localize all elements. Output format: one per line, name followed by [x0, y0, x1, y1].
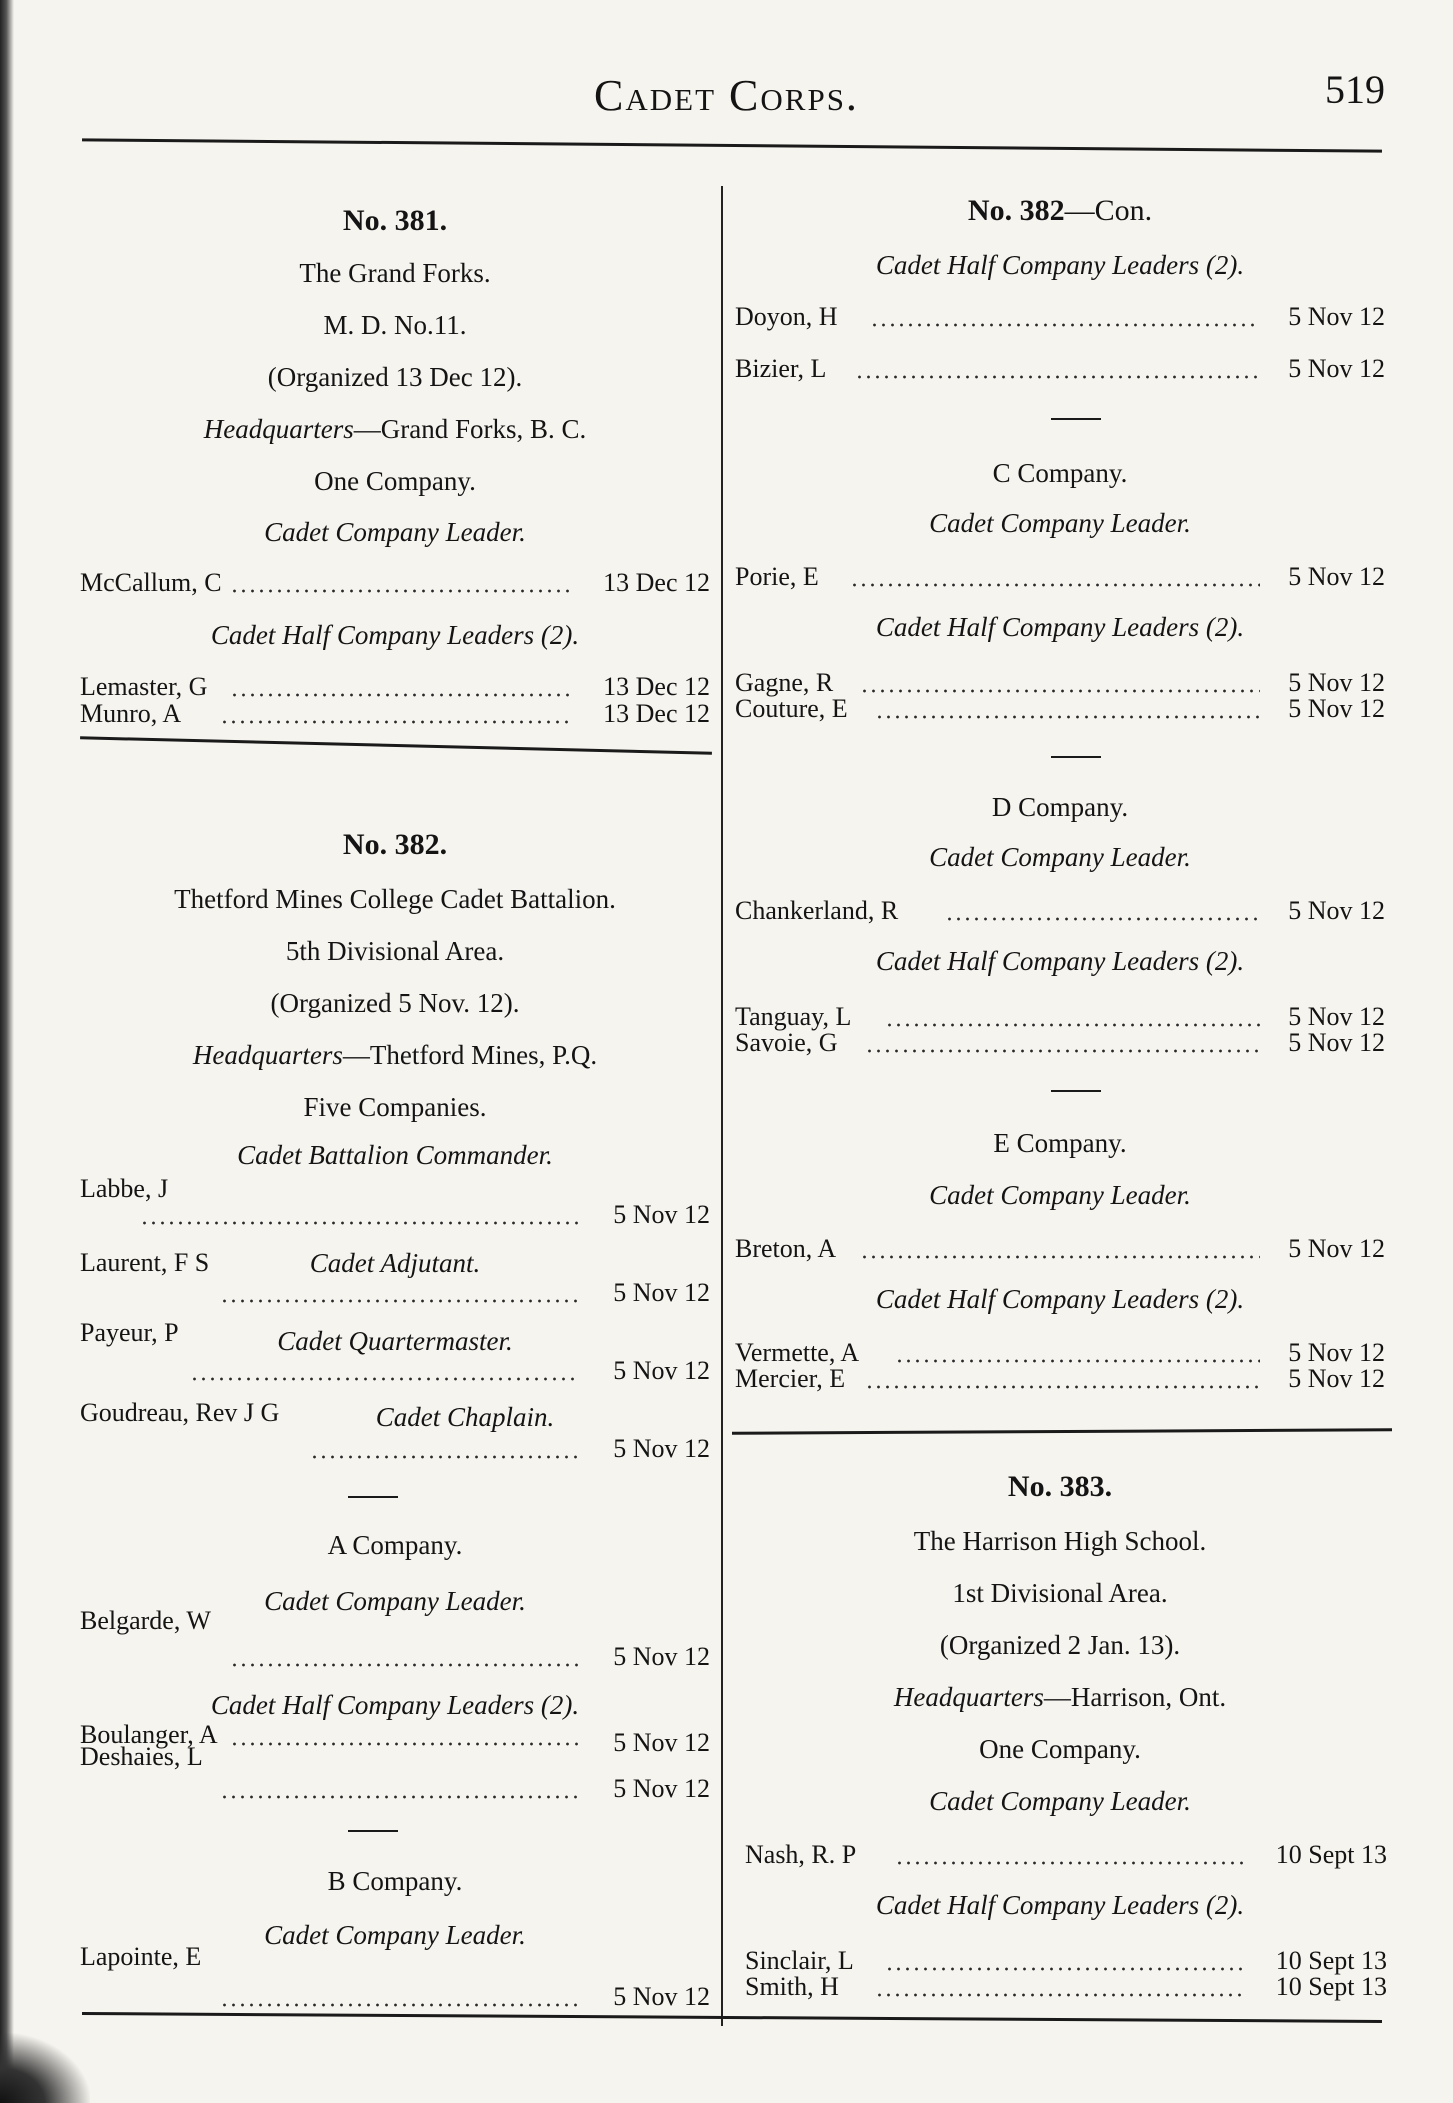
- roster-entry: [735, 1232, 1385, 1264]
- cadet-name: Couture, E: [735, 694, 848, 723]
- unit-district-381: M. D. No.11.: [323, 310, 467, 340]
- unit-strength-381: One Company.: [314, 466, 476, 496]
- unit-headquarters-382: [80, 1040, 710, 1071]
- appointment-date: 5 Nov 12: [613, 1642, 710, 1671]
- role-heading: Cadet Half Company Leaders (2).: [875, 1890, 1245, 1920]
- headquarters-label: Headquarters: [192, 1040, 343, 1070]
- cadet-name: Doyon, H: [735, 302, 838, 331]
- role-heading: Cadet Half Company Leaders (2).: [210, 1690, 580, 1720]
- leader-dots: [855, 375, 1260, 379]
- headquarters-value: —Harrison, Ont.: [1043, 1682, 1227, 1712]
- appointment-date: 5 Nov 12: [1288, 668, 1385, 697]
- appointment-date: 5 Nov 12: [1288, 1028, 1385, 1057]
- leader-dots: [220, 1795, 580, 1799]
- unit-organized-381: (Organized 13 Dec 12).: [267, 362, 523, 392]
- leader-dots: [230, 1663, 580, 1667]
- cadet-name: Lapointe, E: [80, 1942, 202, 1971]
- cadet-name: Breton, A: [735, 1234, 837, 1263]
- unit-name-383: The Harrison High School.: [913, 1526, 1207, 1556]
- appointment-date: 5 Nov 12: [1288, 354, 1385, 383]
- unit-title-text: No. 382: [967, 194, 1065, 227]
- unit-headquarters-381: [80, 414, 710, 445]
- headquarters-label: Headquarters: [203, 414, 354, 444]
- cadet-name: Payeur, P: [80, 1318, 179, 1347]
- roster-entry-date: [80, 1198, 710, 1230]
- cadet-name: Savoie, G: [735, 1028, 838, 1057]
- appointment-date: 13 Dec 12: [603, 672, 710, 701]
- leader-dots: [220, 720, 570, 724]
- cadet-name: Nash, R. P: [745, 1840, 857, 1869]
- leader-dots: [230, 1742, 580, 1746]
- unit-strength-383: One Company.: [979, 1734, 1141, 1764]
- cadet-name: Labbe, J: [80, 1174, 169, 1203]
- section-rule: [80, 736, 712, 754]
- roster-entry: [735, 1838, 1385, 1870]
- separator-dash: [348, 1830, 398, 1832]
- appointment-date: 5 Nov 12: [1288, 562, 1385, 591]
- role-heading: Cadet Company Leader.: [264, 517, 526, 547]
- leader-dots: [875, 1993, 1245, 1997]
- role-heading: Cadet Battalion Commander.: [237, 1140, 553, 1170]
- appointment-date: 5 Nov 12: [613, 1774, 710, 1803]
- appointment-date: 5 Nov 12: [613, 1278, 710, 1307]
- unit-headquarters-383: [735, 1682, 1385, 1713]
- appointment-date: 10 Sept 13: [1275, 1946, 1387, 1975]
- leader-dots: [865, 1049, 1260, 1053]
- unit-title-382: No. 382.: [342, 828, 448, 861]
- role-heading: Cadet Half Company Leaders (2).: [875, 612, 1245, 642]
- company-title-a: A Company.: [327, 1530, 463, 1560]
- cadet-name: Bizier, L: [735, 354, 827, 383]
- roster-entry: [735, 560, 1385, 592]
- roster-entry-date: [80, 1276, 710, 1308]
- leader-dots: [860, 1255, 1260, 1259]
- unit-name-382: Thetford Mines College Cadet Battalion.: [174, 884, 616, 914]
- company-title-c: C Company.: [992, 458, 1128, 488]
- unit-organized-383: (Organized 2 Jan. 13).: [939, 1630, 1181, 1660]
- cadet-name: Laurent, F S: [80, 1248, 210, 1277]
- roster-entry: [80, 1942, 710, 1982]
- cadet-name: Deshaies, L: [80, 1742, 203, 1771]
- appointment-date: 13 Dec 12: [603, 568, 710, 597]
- role-heading: Cadet Company Leader.: [929, 508, 1191, 538]
- separator-dash: [1051, 418, 1101, 420]
- appointment-date: 13 Dec 12: [603, 699, 710, 728]
- footer-rule: [82, 2012, 1382, 2023]
- corner-shadow: [0, 2033, 90, 2103]
- leader-dots: [230, 589, 570, 593]
- separator-dash: [1051, 1090, 1101, 1092]
- cadet-name: Belgarde, W: [80, 1606, 211, 1635]
- leader-dots: [850, 583, 1260, 587]
- appointment-date: 5 Nov 12: [613, 1728, 710, 1757]
- unit-district-383: 1st Divisional Area.: [952, 1578, 1168, 1608]
- company-title-d: D Company.: [991, 792, 1129, 822]
- role-heading: Cadet Quartermaster.: [277, 1326, 513, 1356]
- appointment-date: 5 Nov 12: [1288, 1002, 1385, 1031]
- role-heading: Cadet Half Company Leaders (2).: [875, 250, 1245, 280]
- leader-dots: [220, 1299, 580, 1303]
- roster-entry-date: [80, 1354, 710, 1386]
- roster-entry: [735, 894, 1385, 926]
- roster-entry-date: [80, 1432, 710, 1464]
- leader-dots: [220, 2003, 580, 2007]
- appointment-date: 5 Nov 12: [1288, 694, 1385, 723]
- page-title: Cadet Corps.: [594, 71, 859, 120]
- unit-organized-382: (Organized 5 Nov. 12).: [270, 988, 520, 1018]
- cadet-name: Mercier, E: [735, 1364, 846, 1393]
- company-title-b: B Company.: [327, 1866, 463, 1896]
- cadet-name: Munro, A: [80, 699, 182, 728]
- cadet-name: Chankerland, R: [735, 896, 899, 925]
- binding-edge: [0, 0, 14, 2103]
- headquarters-value: —Thetford Mines, P.Q.: [342, 1040, 598, 1070]
- role-heading: Cadet Half Company Leaders (2).: [210, 620, 580, 650]
- role-heading: Cadet Company Leader.: [264, 1920, 526, 1950]
- appointment-date: 5 Nov 12: [613, 1356, 710, 1385]
- role-heading: Cadet Half Company Leaders (2).: [875, 946, 1245, 976]
- section-rule: [732, 1428, 1392, 1434]
- roster-entry: [735, 1026, 1385, 1058]
- unit-title-381: No. 381.: [342, 204, 448, 237]
- roster-entry-date: [80, 1640, 710, 1672]
- cadet-name: Porie, E: [735, 562, 819, 591]
- company-title-e: E Company.: [993, 1128, 1127, 1158]
- appointment-date: 10 Sept 13: [1275, 1840, 1387, 1869]
- appointment-date: 5 Nov 12: [613, 1982, 710, 2011]
- headquarters-value: —Grand Forks, B. C.: [353, 414, 587, 444]
- continued-suffix: —Con.: [1064, 194, 1153, 227]
- cadet-name: Gagne, R: [735, 668, 834, 697]
- column-divider: [721, 186, 723, 2026]
- page-number: 519: [1325, 67, 1385, 112]
- headquarters-label: Headquarters: [893, 1682, 1044, 1712]
- leader-dots: [945, 917, 1260, 921]
- roster-entry: [735, 300, 1385, 332]
- cadet-name: Boulanger, A: [80, 1720, 218, 1749]
- appointment-date: 5 Nov 12: [1288, 302, 1385, 331]
- leader-dots: [190, 1377, 580, 1381]
- appointment-date: 5 Nov 12: [1288, 1234, 1385, 1263]
- separator-dash: [348, 1496, 398, 1498]
- header-rule: [82, 138, 1382, 152]
- cadet-name: McCallum, C: [80, 568, 222, 597]
- appointment-date: 5 Nov 12: [613, 1200, 710, 1229]
- appointment-date: 5 Nov 12: [613, 1434, 710, 1463]
- role-heading: Cadet Company Leader.: [264, 1586, 526, 1616]
- roster-entry: [80, 697, 710, 729]
- cadet-name: Goudreau, Rev J G: [80, 1398, 280, 1427]
- role-heading: Cadet Half Company Leaders (2).: [875, 1284, 1245, 1314]
- unit-district-382: 5th Divisional Area.: [285, 936, 505, 966]
- roster-entry: [735, 352, 1385, 384]
- roster-entry: [80, 566, 710, 598]
- role-heading: Cadet Company Leader.: [929, 1786, 1191, 1816]
- roster-entry: [735, 1362, 1385, 1394]
- appointment-date: 10 Sept 13: [1275, 1972, 1387, 2001]
- roster-entry-date: [80, 1980, 710, 2012]
- role-heading: Cadet Company Leader.: [929, 1180, 1191, 1210]
- leader-dots: [310, 1455, 580, 1459]
- unit-title-383: No. 383.: [1007, 1470, 1113, 1503]
- separator-dash: [1051, 756, 1101, 758]
- cadet-name: Smith, H: [745, 1972, 839, 2001]
- roster-entry: [735, 1970, 1385, 2002]
- leader-dots: [875, 715, 1260, 719]
- roster-entry: [735, 692, 1385, 724]
- roster-entry-date: [80, 1772, 710, 1804]
- leader-dots: [895, 1861, 1245, 1865]
- leader-dots: [865, 1385, 1260, 1389]
- cadet-name: Vermette, A: [735, 1338, 860, 1367]
- appointment-date: 5 Nov 12: [1288, 1338, 1385, 1367]
- leader-dots: [140, 1221, 580, 1225]
- unit-title-382-continued: [735, 194, 1385, 228]
- leader-dots: [870, 323, 1260, 327]
- cadet-name: Tanguay, L: [735, 1002, 852, 1031]
- unit-name-381: The Grand Forks.: [299, 258, 491, 288]
- unit-strength-382: Five Companies.: [303, 1092, 487, 1122]
- role-heading: Cadet Company Leader.: [929, 842, 1191, 872]
- role-heading: Cadet Adjutant.: [309, 1248, 481, 1278]
- appointment-date: 5 Nov 12: [1288, 1364, 1385, 1393]
- role-heading: Cadet Chaplain.: [375, 1402, 555, 1432]
- cadet-name: Lemaster, G: [80, 672, 208, 701]
- cadet-name: Sinclair, L: [745, 1946, 854, 1975]
- appointment-date: 5 Nov 12: [1288, 896, 1385, 925]
